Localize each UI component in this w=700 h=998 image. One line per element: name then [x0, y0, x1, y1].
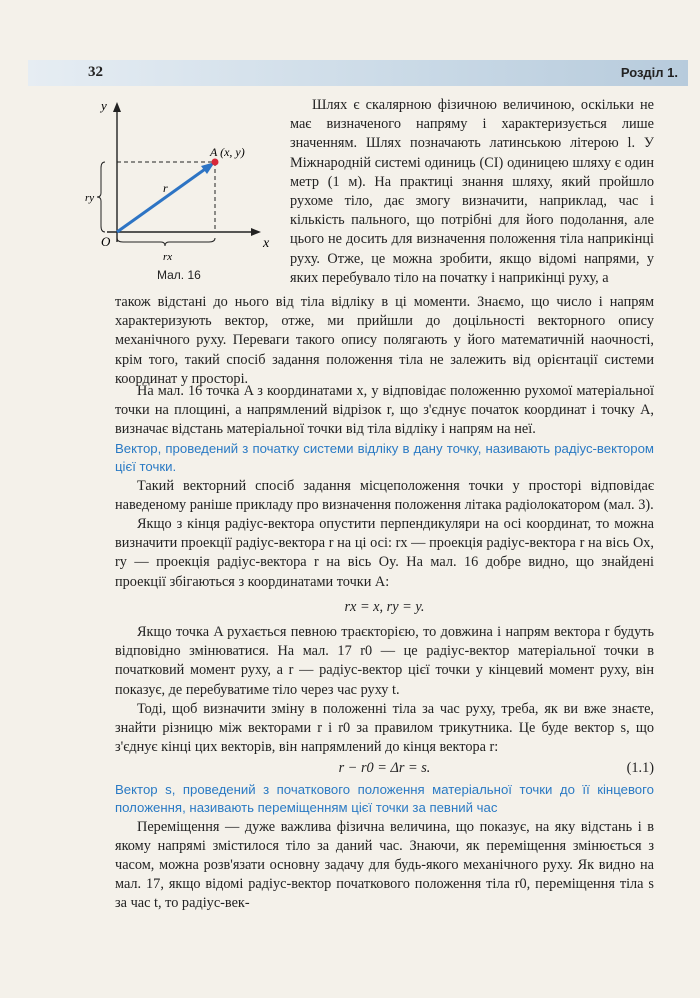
definition-radius-vector: Вектор, проведений з початку системи відліку в дану точку, називають радіус-вектором цієї точки.: [115, 440, 654, 475]
y-axis-label: y: [101, 98, 107, 113]
equation-number: (1.1): [626, 760, 654, 777]
section-title: Розділ 1.: [620, 65, 678, 80]
page-number: 32: [88, 64, 103, 80]
paragraph-7: Тоді, щоб визначити зміну в положенні тіла за час руху, треба, як ви вже знаєте, знайти різницю між векторами r і r0 за правилом трикутника. Це буде вектор s, що з'єднує кінці цих векторів, він напрямлений до кінця вектора r:: [115, 700, 654, 756]
y-axis-arrow: [113, 102, 121, 112]
rx-label: rx: [163, 251, 173, 263]
point-a: [212, 159, 219, 166]
x-axis-label: x: [263, 236, 270, 251]
main-text: [115, 382, 654, 914]
origin-label: O: [101, 234, 111, 249]
formula-1-1: [115, 759, 654, 778]
point-a-label: A (x, y): [210, 145, 245, 159]
radius-vector: [117, 167, 208, 232]
x-axis-arrow: [251, 228, 261, 236]
vector-r-label: r: [163, 181, 168, 195]
paragraph-1: Шлях є скалярною фізичною величиною, оскільки не має визначеного напряму і характеризується лише значенням. Шлях позначають латинською літерою l. У Міжнародній системі одиниць (СІ) одиницею шляху є один метр (1 м). На практиці знання шляху, який пройшло рухоме тіло, дає змогу визначити, наприклад, час і кількість пального, що потрібні для його подолання, але цього не досить для визначення положення тіла наприкінці руху. Отже, це можна зробити, якщо відомі напрями, у яких перебувало тіло на початку і наприкінці руху, а: [290, 97, 654, 286]
formula-projections: rx = x, ry = y.: [344, 598, 425, 615]
paragraph-2: також відстані до нього від тіла відліку в ці моменти. Знаємо, що число і напрям характеризують вектор, отже, ми прийшли до доцільності векторного опису механічного руху. Переваги такого опису полягають у його математичній наочності, крім того, такий спосіб задання положення тіла не залежить від орієнтації системи координат у просторі.: [115, 294, 654, 387]
figure-16-radius-vector: [85, 98, 285, 290]
paragraph-4: Такий векторний спосіб задання місцеположення точки у просторі відповідає наведеному раніше прикладу про визначення положення літака радіолокатором (мал. 3).: [115, 477, 654, 513]
figure-caption: Мал. 16: [157, 268, 201, 282]
ry-brace: [97, 162, 105, 232]
definition-displacement: Вектор s, проведений з початкового положення матеріальної точки до її кінцевого положення, називають переміщенням цієї точки за певний час: [115, 781, 654, 816]
formula-1-1-body: r − r0 = Δr = s.: [338, 760, 431, 777]
paragraph-3: На мал. 16 точка A з координатами x, y відповідає положенню рухомої матеріальної точки на площині, а напрямлений відрізок r, що з'єднує початок координат і точку A, визначає відстань матеріальної точки від тіла відліку і напрям на неї.: [115, 383, 654, 438]
paragraph-5: Якщо з кінця радіус-вектора опустити перпендикуляри на осі координат, то можна визначити проекції радіус-вектора r на ці осі: rx — проекція радіус-вектора r на вісь Ox, ry — проекція радіус-вектора r на вісь Oy. На мал. 16 добре видно, що знайдені проекції збігаються з координатами точки A:: [115, 516, 654, 590]
page-header: [28, 60, 688, 86]
paragraph-8: Переміщення — дуже важлива фізична величина, що показує, на яку відстань і в якому напрямі змістилося тіло за даний час. Знаючи, як переміщення змінюється з часом, можна розв'язати основну задачу для будь-якого механічного руху. Як видно на мал. 17, якщо відомі радіус-вектор початкового положення тіла r0, переміщення тіла s за час t, то радіус-век-: [115, 818, 654, 912]
ry-label: ry: [85, 192, 95, 204]
rx-brace: [117, 238, 215, 246]
paragraph-6: Якщо точка A рухається певною траєкторією, то довжина і напрям вектора r будуть відповідно змінюватися. На мал. 17 r0 — це радіус-вектор матеріальної точки в початковий момент руху, а r — радіус-вектор цієї точки у кінцевий момент руху, він показує, де перебуватиме тіло через час руху t.: [115, 624, 654, 698]
